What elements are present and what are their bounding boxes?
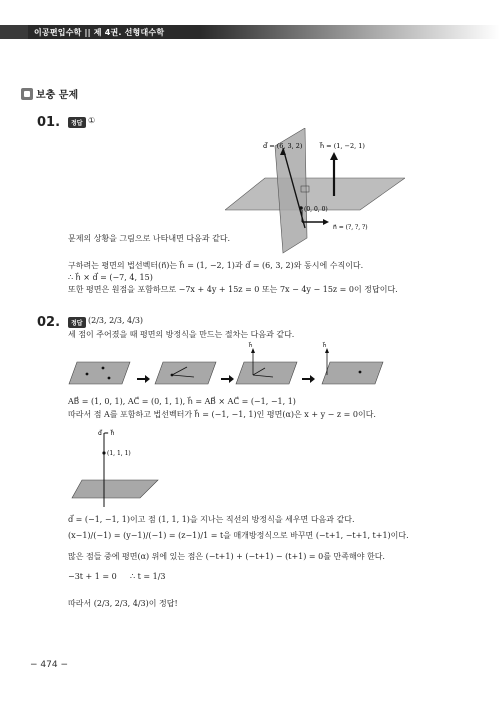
q2-line1: 세 점이 주어졌을 때 평면의 방정식을 만드는 절차는 다음과 같다. <box>68 330 295 339</box>
q1-answer: ① <box>88 116 96 125</box>
q1-line2: 구하려는 평면의 법선벡터(n⃗)는 h⃗ = (1, −2, 1)과 d⃗ = (6, 3, 2)와 동시에 수직이다. <box>68 261 364 270</box>
q1-fig-n-label: n⃗ = (?, ?, ?) <box>333 224 368 231</box>
header-title: 이공편입수학 || 제 4권. 선형대수학 <box>34 28 165 37</box>
q2-seq-h1-label: h⃗ <box>249 343 253 349</box>
section-title: 보충 문제 <box>36 90 79 101</box>
section-icon <box>21 88 33 100</box>
q2-line7a: −3t + 1 = 0 <box>68 572 117 581</box>
q2-line4: d⃗ = (−1, −1, 1)이고 점 (1, 1, 1)을 지나는 직선의 방정식을 세우면 다음과 같다. <box>68 515 355 524</box>
q2-line5: (x−1)/(−1) = (y−1)/(−1) = (z−1)/1 = t을 매개방정식으로 바꾸면 (−t+1, −t+1, t+1)이다. <box>68 531 409 540</box>
q2-seq-h2-label: h⃗ <box>323 343 327 349</box>
q1-planes-figure <box>225 128 405 258</box>
q2-line8: 따라서 (2/3, 2/3, 4/3)이 정답! <box>68 599 178 608</box>
q2-fig2-label: d⃗ = h⃗ <box>98 430 115 437</box>
q2-line7b: ∴ t = 1/3 <box>130 572 166 581</box>
q2-line3: 따라서 점 A를 포함하고 법선벡터가 h⃗ = (−1, −1, 1)인 평면(α)은 x + y − z = 0이다. <box>68 410 376 419</box>
header-accent <box>0 25 28 39</box>
q1-line4: 또한 평면은 원점을 포함하므로 −7x + 4y + 15z = 0 또는 7x − 4y − 15z = 0이 정답이다. <box>68 285 398 294</box>
q2-answer-badge: 정답 <box>68 317 86 328</box>
q1-fig-h-label: h⃗ = (1, −2, 1) <box>320 142 365 150</box>
q2-line6: 많은 점들 중에 평면(α) 위에 있는 점은 (−t+1) + (−t+1) − (t+1) = 0를 만족해야 한다. <box>68 552 385 561</box>
q2-line-plane-figure <box>70 425 160 515</box>
q1-line1: 문제의 상황을 그림으로 나타내면 다음과 같다. <box>68 234 231 243</box>
q1-fig-origin-label: (0, 0, 0) <box>304 206 328 213</box>
page-number: − 474 − <box>30 660 68 670</box>
q2-line2: AB⃗ = (1, 0, 1), AC⃗ = (0, 1, 1), h⃗ = AB⃗ × AC⃗ = (−1, −1, 1) <box>68 397 296 406</box>
q2-fig2-point: (1, 1, 1) <box>107 450 131 457</box>
q2-procedure-figure <box>65 340 385 390</box>
q1-fig-d-label: d⃗ = (6, 3, 2) <box>263 142 303 150</box>
q1-number: 01. <box>37 115 61 130</box>
q1-answer-badge: 정답 <box>68 117 86 128</box>
q1-line3: ∴ h⃗ × d⃗ = (−7, 4, 15) <box>68 273 153 282</box>
q2-number: 02. <box>37 315 61 330</box>
q2-answer: (2/3, 2/3, 4/3) <box>88 316 144 325</box>
